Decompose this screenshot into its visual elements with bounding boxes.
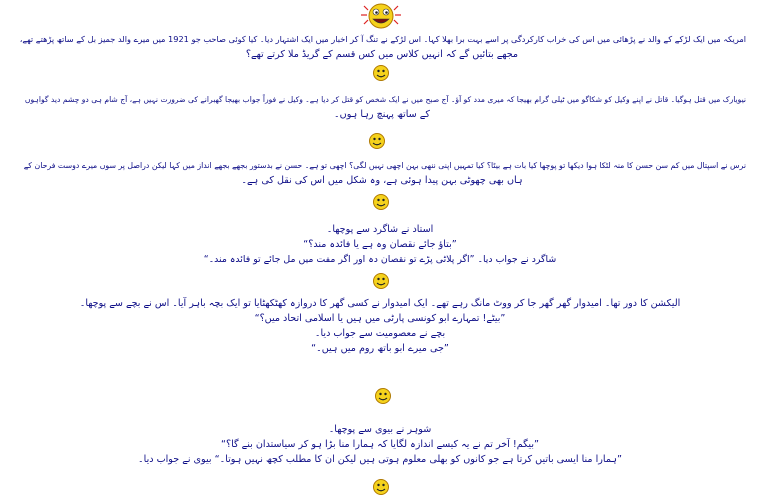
joke-6-line-3: ”ہمارا منا ایسی باتیں کرتا ہے جو کانوں کو بھلی معلوم ہوتی ہیں لیکن ان کا مطلب کچھ نہیں ہوتا۔“ بیوی نے جواب دیا۔ [138, 454, 622, 465]
joke-3-line-2: ہاں بھی چھوٹی بہن پیدا ہوئی ہے، وہ شکل میں اس کی نقل کی ہے۔ [241, 175, 523, 186]
joke-5-line-1: الیکشن کا دور تھا۔ امیدوار گھر گھر جا کر ووٹ مانگ رہے تھے۔ ایک امیدوار نے کسی گھر کا دروازہ کھٹکھٹایا تو ایک بچہ باہر آیا۔ اس نے بچے سے پوچھا۔ [79, 298, 681, 309]
joke-1-line-1: امریکہ میں ایک لڑکے کے والد نے پڑھائی میں اس کی خراب کارکردگی پر اسے بہت برا بھلا کہا۔ اس لڑکے نے تنگ آ کر اخبار میں ایک اشتہار دیا۔ کیا کوئی صاحب جو 1921 میں میرے والد جمیز بل کے ساتھ پڑھتے تھے، [19, 34, 746, 44]
small-smiley-icon [372, 64, 390, 82]
small-smiley-icon [368, 132, 386, 150]
joke-1 [18, 32, 746, 62]
joke-5 [60, 296, 700, 356]
joke-2-line-2: کے ساتھ پہنچ رہا ہوں۔ [334, 109, 430, 120]
small-smiley-icon [374, 387, 392, 405]
grinning-smiley-icon [357, 2, 405, 30]
joke-6 [60, 422, 700, 467]
joke-3-line-1: نرس نے اسپتال میں کم سن حسن کا منہ لٹکا ہوا دیکھا تو پوچھا کیا بات ہے بیٹا؟ کیا تمہیں اپنی ننھی بہن اچھی نہیں لگی؟ اچھی تو ہے۔ حسن نے بدستور بجھے بجھے انداز میں کہا لیکن دراصل پر سوں میرے دوست فرحان کے [23, 161, 746, 170]
joke-2-line-1: نیویارک میں قتل ہوگیا۔ قاتل نے اپنے وکیل کو شکاگو میں ٹیلی گرام بھیجا کہ میری مدد کو آؤ۔ آج صبح میں نے ایک شخص کو قتل کر دیا ہے۔ وکیل نے فوراً جواب بھیجا گھبرانے کی ضرورت نہیں ہے، آج شام ہی دو چشم دید گواہوں [24, 95, 746, 104]
joke-4-line-1: استاد نے شاگرد سے پوچھا۔ [326, 224, 434, 235]
joke-5-line-2: ”بیٹے! تمہارے ابو کونسی پارٹی میں ہیں یا اسلامی اتحاد میں؟“ [254, 313, 506, 324]
joke-3 [18, 158, 746, 188]
joke-6-line-1: شوہر نے بیوی سے پوچھا۔ [328, 424, 432, 435]
joke-1-line-2: مجھے بتائیں گے کہ انہیں کلاس میں کس قسم کے گریڈ ملا کرتے تھے؟ [245, 49, 519, 60]
small-smiley-icon [372, 193, 390, 211]
joke-4-line-3: شاگرد نے جواب دیا۔ ”اگر پلاٹی پڑے تو نقصان دہ اور اگر مفت میں مل جائے تو فائدہ مند۔“ [203, 254, 557, 265]
joke-4-line-2: ”بتاؤ جائے نقصان وہ ہے یا فائدہ مند؟“ [303, 239, 457, 250]
joke-5-line-3: بچے نے معصومیت سے جواب دیا۔ [314, 328, 446, 339]
joke-4 [200, 222, 560, 267]
small-smiley-icon [372, 478, 390, 496]
joke-6-line-2: ”بیگم! آخر تم نے یہ کیسے اندازہ لگایا کہ ہمارا منا بڑا ہو کر سیاستدان بنے گا؟“ [221, 439, 539, 450]
joke-5-line-4: ”جی میرے ابو باتھ روم میں ہیں۔“ [311, 343, 449, 354]
small-smiley-icon [372, 272, 390, 290]
joke-2 [18, 92, 746, 122]
